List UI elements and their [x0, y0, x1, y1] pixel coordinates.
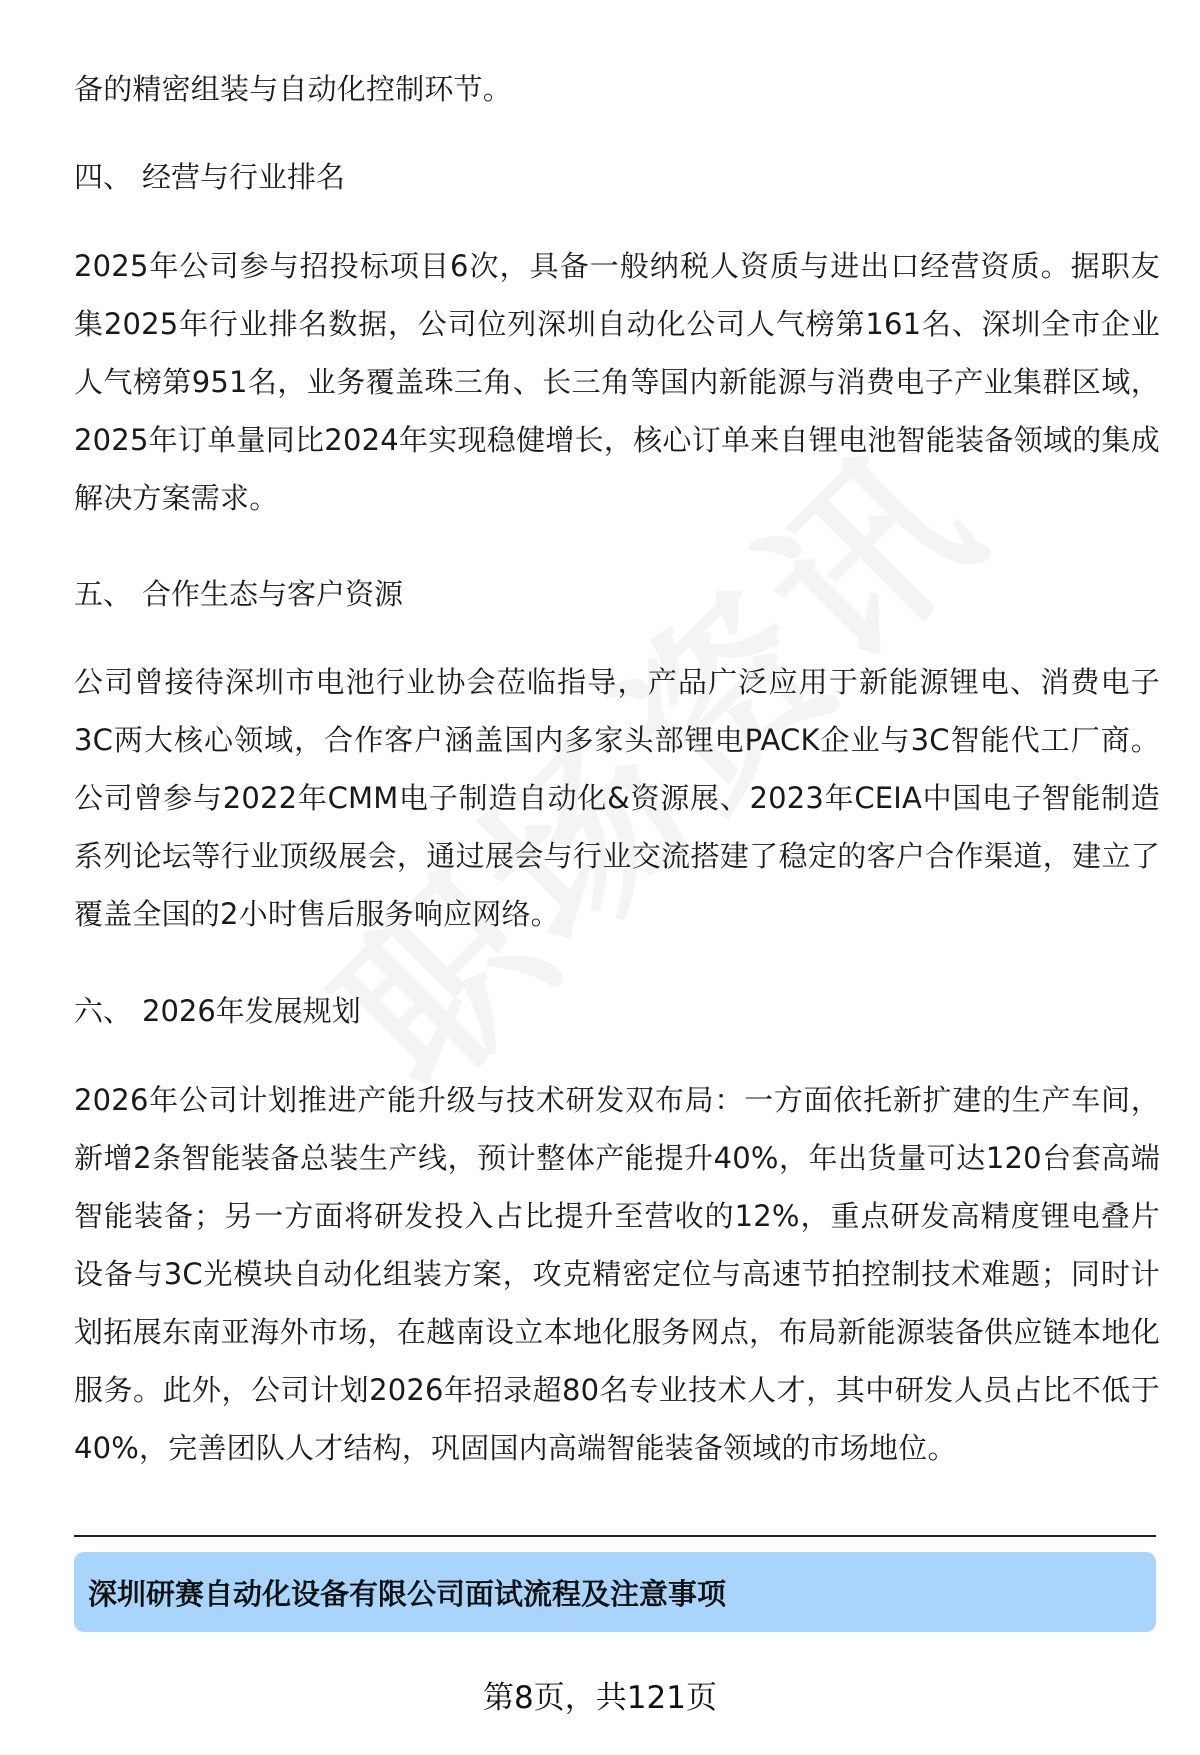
- section-number: 五、: [74, 577, 133, 611]
- section-5-paragraph: 公司曾接待深圳市电池行业协会莅临指导，产品广泛应用于新能源锂电、消费电子3C两大核心领域，合作客户涵盖国内多家头部锂电PACK企业与3C智能代工厂商。公司曾参与2022年CMM电子制造自动化&资源展、2023年CEIA中国电子智能制造系列论坛等行业顶级展会，通过展会与行业交流搭建了稳定的客户合作渠道，建立了覆盖全国的2小时售后服务响应网络。: [74, 665, 1160, 931]
- section-4-paragraph: 2025年公司参与招投标项目6次，具备一般纳税人资质与进出口经营资质。据职友集2025年行业排名数据，公司位列深圳自动化公司人气榜第161名、深圳全市企业人气榜第951名，业务覆盖珠三角、长三角等国内新能源与消费电子产业集群区域，2025年订单量同比2024年实现稳健增长，核心订单来自锂电池智能装备领域的集成解决方案需求。: [74, 249, 1160, 515]
- page-number: 第8页，共121页: [483, 1680, 717, 1716]
- section-number: 六、: [74, 994, 133, 1028]
- section-banner: [74, 1552, 1156, 1632]
- section-title: 2026年发展规划: [142, 994, 361, 1028]
- section-title: 经营与行业排名: [142, 160, 346, 194]
- section-heading-4: [74, 148, 345, 206]
- section-number: 四、: [74, 160, 133, 194]
- section-heading-5: [74, 565, 403, 623]
- section-title: 合作生态与客户资源: [142, 577, 404, 611]
- section-6-paragraph: 2026年公司计划推进产能升级与技术研发双布局：一方面依托新扩建的生产车间，新增2条智能装备总装生产线，预计整体产能提升40%，年出货量可达120台套高端智能装备；另一方面将研发投入占比提升至营收的12%，重点研发高精度锂电叠片设备与3C光模块自动化组装方案，攻克精密定位与高速节拍控制技术难题；同时计划拓展东南亚海外市场，在越南设立本地化服务网点，布局新能源装备供应链本地化服务。此外，公司计划2026年招录超80名专业技术人才，其中研发人员占比不低于40%，完善团队人才结构，巩固国内高端智能装备领域的市场地位。: [74, 1083, 1160, 1465]
- intro-paragraph-tail: 备的精密组装与自动化控制环节。: [74, 72, 513, 106]
- banner-title: 深圳研赛自动化设备有限公司面试流程及注意事项: [88, 1576, 727, 1611]
- divider-rule: [74, 1535, 1156, 1537]
- section-heading-6: [74, 982, 361, 1040]
